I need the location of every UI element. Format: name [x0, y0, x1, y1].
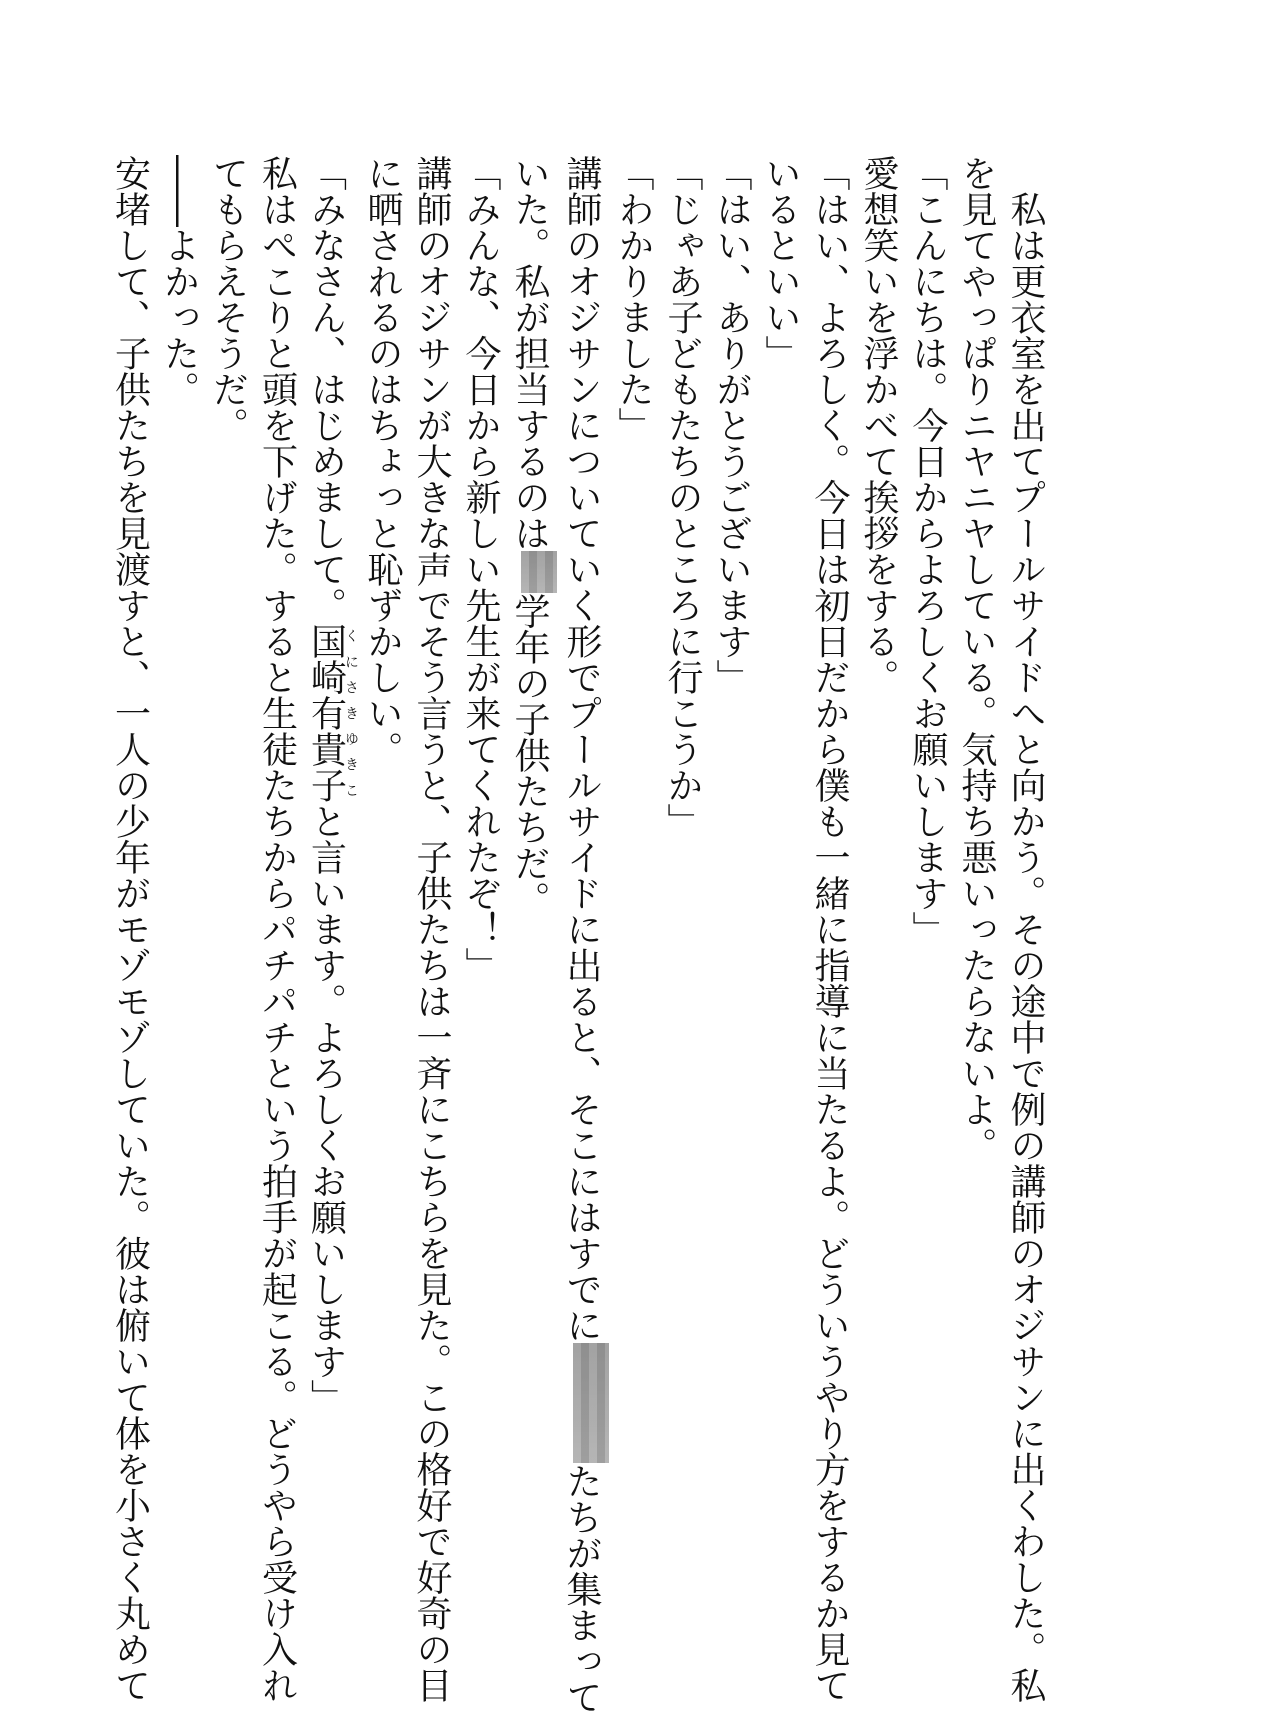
text-line-13: 講師のオジサンが大きな声でそう言うと、子供たちは一斉にこちらを見た。この格好で好奇の目 — [411, 155, 452, 1703]
text-line-10-tail: たちが集まって — [561, 1463, 602, 1715]
text-line-9: 「わかりました」 — [613, 155, 654, 443]
censor-mosaic — [573, 1343, 609, 1463]
censor-mosaic — [521, 551, 557, 593]
text-line-17: てもらえそうだ。 — [207, 155, 249, 443]
text-line-2: を見てやっぱりニヤニヤしている。気持ち悪いったらないよ。 — [956, 155, 997, 1163]
text-line-11 — [505, 155, 557, 1525]
text-line-1: 私は更衣室を出てプールサイドへと向かう。その途中で例の講師のオジサンに出くわした。私 — [1005, 155, 1046, 1703]
text-line-8: 「じゃあ子どもたちのところに行こうか」 — [662, 155, 703, 839]
text-line-6: いるといい」 — [760, 155, 801, 371]
vertical-text-body — [109, 155, 1050, 1715]
text-line-11-head: いた。私が担当するのは — [509, 155, 550, 551]
text-line-5: 「はい、よろしく。今日は初日だから僕も一緒に指導に当たるよ。どういうやり方をするか見て — [809, 155, 850, 1703]
text-line-18: ――よかった。 — [158, 155, 200, 407]
text-line-16: 私はぺこりと頭を下げた。すると生徒たちからパチパチという拍手が起こる。どうやら受け入れ — [256, 155, 298, 1703]
text-line-15-head: 「みなさん、はじめまして。 — [305, 155, 347, 623]
text-line-19: 安堵して、子供たちを見渡すと、一人の少年がモゾモゾしていた。彼は俯いて体を小さく丸めて — [109, 155, 151, 1703]
text-line-10 — [557, 155, 609, 1715]
text-line-10-head: 講師のオジサンについていく形でプールサイドに出ると、そこにはすでに — [561, 155, 602, 1343]
text-line-4: 愛想笑いを浮かべて挨拶をする。 — [858, 155, 899, 695]
text-line-15 — [302, 155, 359, 1525]
text-line-7: 「はい、ありがとうございます」 — [711, 155, 752, 695]
text-line-12: 「みんな、今日から新しい先生が来てくれたぞ！」 — [460, 155, 501, 983]
text-line-14: に晒されるのはちょっと恥ずかしい。 — [362, 155, 403, 767]
name-with-furigana — [305, 623, 359, 803]
furigana: くにさきゆきこ — [343, 623, 359, 803]
name-text: 国崎有貴子 — [305, 623, 347, 803]
text-line-11-tail: 学年の子供たちだ。 — [509, 593, 550, 917]
text-line-3: 「こんにちは。今日からよろしくお願いします」 — [907, 155, 948, 947]
text-line-15-tail: と言います。よろしくお願いします」 — [305, 803, 347, 1415]
